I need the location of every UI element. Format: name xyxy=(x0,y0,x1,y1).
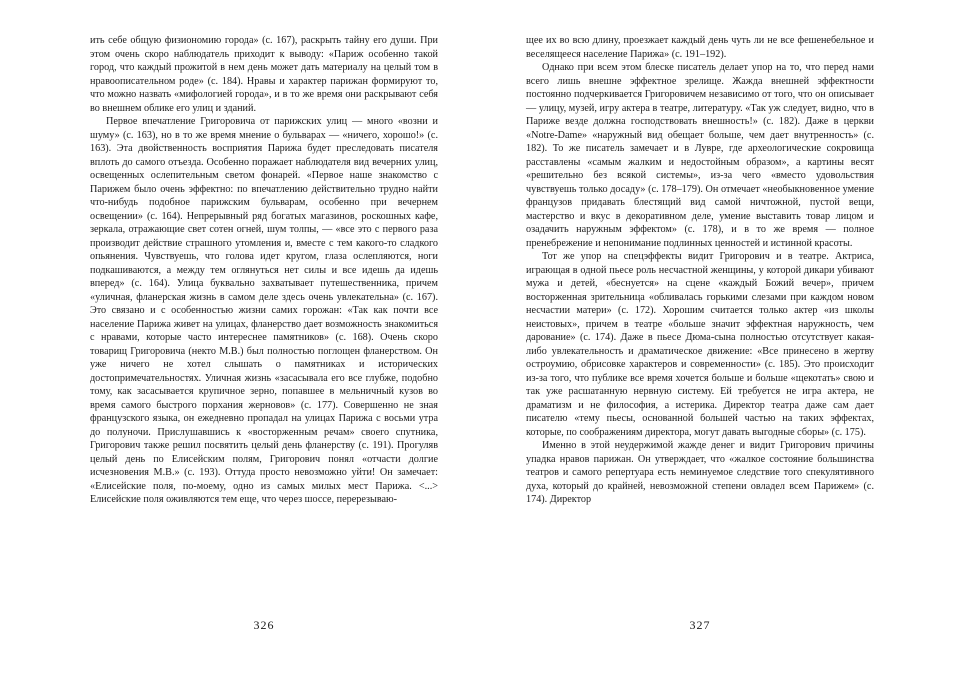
paragraph: Именно в этой неудержимой жажде денег и видит Григорович причины упадка нравов парижан. Он утверждает, что «жалкое состояние большинства театров и самого репертуара есть неминуемое следствие того спекулятивного духа, который до крайней, невозможной степени овладел всем Парижем» (с. 174). Директор xyxy=(526,440,874,505)
page-number-right: 327 xyxy=(689,618,711,632)
page-number-left: 326 xyxy=(253,618,275,632)
paragraph: щее их во всю длину, проезжает каждый день чуть ли не все фешенебельное и веселящееся население Парижа» (с. 191–192). xyxy=(526,35,874,60)
left-page xyxy=(90,34,438,507)
paragraph: Первое впечатление Григоровича от парижских улиц — много «возни и шуму» (с. 163), но в то же время мнение о бульварах — «ничего, хорошо!» (с. 163). Эта двойственность восприятия Парижа будет преследовать писателя вплоть до самого отъезда. Особенно поражает наблюдателя вид вечерних улиц, освещенных ослепительным светом фонарей. «Первое наше знакомство с Парижем было очень эффектно: по впечатлению действительно трудно найти что-нибудь подобное парижским бульварам, особенно при вечернем освещении» (с. 164). Непрерывный ряд богатых магазинов, роскошных кафе, зеркала, отражающие свет сотен огней, шум толпы, — «все это с первого раза производит действие страшного утомления и, вместе с тем какого-то сладкого опьянения. Чувствуешь, что голова идет кругом, глаза ослепляются, ноги подкашиваются, а между тем оглянуться нет силы и все идешь да идешь вперед» (с. 164). Улица буквально захватывает путешественника, причем «уличная, фланерская жизнь в самом деле здесь очень увлекательна» (с. 167). Это связано и с особенностью жизни самих горожан: «Так как почти все население Парижа живет на улицах, фланерство дает возможность знакомиться с нравами, которые часто интереснее памятников» (с. 168). Очень скоро товарищ Григоровича (некто М.В.) был полностью поглощен фланерством. Он уже ничего не хотел слышать о памятниках и исторических достопримечательностях. Уличная жизнь «засасывала его все глубже, подобно тому, как засасывается крупичное зерно, попавшее в мельничный кузов во время самого быстрого порхания жерновов» (с. 177). Совершенно не зная французского языка, он ежедневно пропадал на улицах Парижа с восьми утра до полуночи. Прислушавшись к «восторженным речам» своего спутника, Григорович также решил посвятить целый день фланерству (с. 191). Прогуляв целый день по Елисейским полям, Григорович понял «отчасти долгие исчезновения М.В.» (с. 193). Оттуда просто невозможно уйти! Он замечает: «Елисейские поля, по-моему, одно из самых милых мест Парижа. <...> Елисейские поля оживляются тем еще, что через шоссе, перерезываю- xyxy=(90,116,438,505)
paragraph: ить себе общую физиономию города» (с. 167), раскрыть тайну его души. При этом очень скоро наблюдатель приходит к выводу: «Париж особенно такой город, что каждый прожитой в нем день может дать материалу на целый том в нравоописательном роде» (с. 184). Нравы и характер парижан формируют то, что можно назвать «мифологией города», и в то же время они раскрывают себя во внешнем облике его улиц и зданий. xyxy=(90,35,438,114)
right-page-text xyxy=(526,34,874,507)
left-page-text xyxy=(90,34,438,507)
paragraph: Однако при всем этом блеске писатель делает упор на то, что перед нами всего лишь внешне эффектное зрелище. Жажда внешней эффектности постоянно подчеркивается Григоровичем независимо от того, что он описывает — улицу, музей, игру актера в театре, литературу. «Так уж следует, видно, что в Париже везде должна господствовать внешность!» (с. 182). Даже в церкви «Notre-Dame» «наружный вид обещает больше, чем дает внутренность» (с. 182). То же писатель замечает и в Лувре, где археологические сокровища расставлены «самым жалким и недостойным образом», а картины весят «решительно без всякой системы», из-за чего «вместо удовольствия чувствуешь только досаду» (с. 178–179). Он отмечает «необыкновенное умение французов придавать блестящий вид самой ничтожной, пустой вещи, мастерство и вкус в декоративном деле, умение выставить товар лицом и озадачить наружным эффектом» (с. 178), и в то же время — полное пренебрежение и непонимание подлинных ценностей и истинной красоты. xyxy=(526,62,874,249)
right-page xyxy=(526,34,874,507)
paragraph: Тот же упор на спецэффекты видит Григорович и в театре. Актриса, играющая в одной пьесе роль несчастной женщины, у которой дикари убивают мужа и детей, «беснуется» на сцене «каждый Божий вечер», причем восторженная зрительница «обливалась горькими слезами при каждом новом несчастии матери» (с. 172). Хорошим считается только актер «из школы неистовых», причем в театре «больше значит эффектная наружность, чем дарование» (с. 174). Даже в пьесе Дюма-сына полностью отсутствует какая-либо увлекательность и драматическое движение: «Все принесено в жертву остроумию, обрисовке характеров и современности» (с. 185). Это происходит из-за того, что публике все время хочется больше и больше «щекотать» свою и так уже расшатанную нервную систему. Ей требуется не игра актера, не драматизм и не философия, а истерика. Директор театра даже сам дает писателю «тему пьесы, основанной большей частью на таких эффектах, которые, по соображениям директора, могут давать выгодные сборы» (с. 175). xyxy=(526,251,874,438)
